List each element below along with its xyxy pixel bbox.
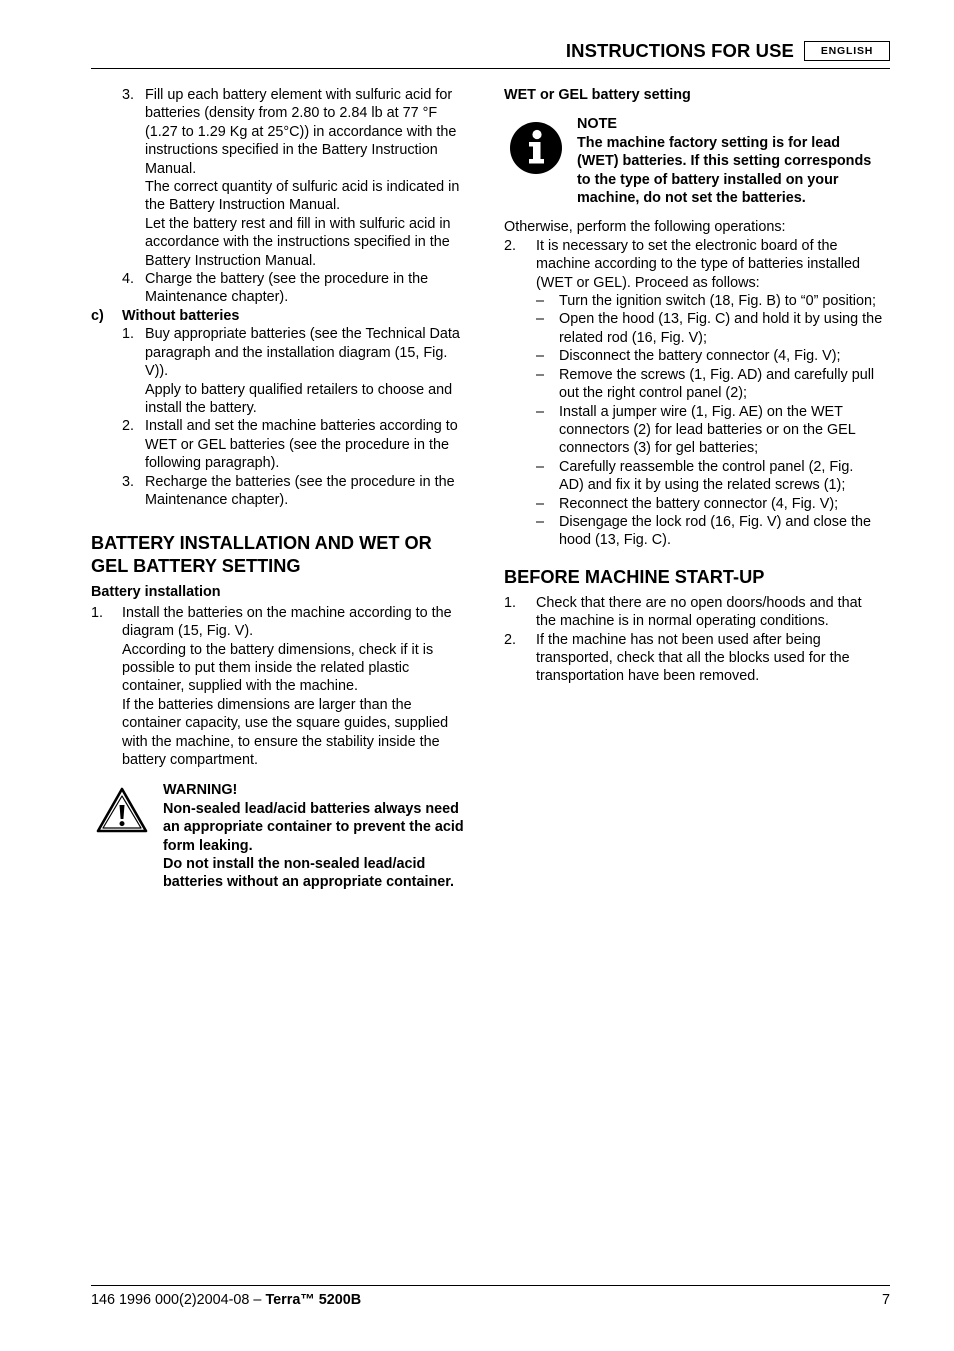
step-number: 1. (504, 594, 517, 611)
list-item (91, 325, 476, 417)
text-line: Non-sealed lead/acid batteries always need (163, 800, 459, 817)
text-line: transported, check that all the blocks used for the (536, 649, 850, 666)
text-line: The machine factory setting is for lead (577, 134, 841, 151)
text-line: Do not install the non-sealed lead/acid (163, 856, 426, 873)
language-badge: ENGLISH (804, 41, 890, 61)
text-line: AD) and fix it by using the related screws (1); (559, 477, 846, 494)
doc-code: 146 1996 000(2)2004-08 – (91, 1292, 266, 1308)
text-line: Reconnect the battery connector (4, Fig. V); (559, 495, 839, 512)
right-column (504, 86, 891, 686)
text-line: Maintenance chapter). (145, 289, 289, 306)
text-line: battery compartment. (122, 752, 258, 768)
text-line: an appropriate container to prevent the acid (163, 819, 464, 836)
dash-list-item (536, 513, 891, 550)
dash-list-item (536, 403, 891, 458)
dash-bullet: – (536, 293, 545, 310)
step-number: 1. (91, 604, 104, 621)
text-line: following paragraph). (145, 455, 280, 472)
list-item (504, 631, 891, 686)
step-text (536, 631, 891, 686)
page-number: 7 (881, 1292, 890, 1308)
step-number: 4. (122, 271, 135, 288)
note-title: NOTE (577, 116, 617, 133)
text-line: connectors (3) for gel batteries; (559, 440, 759, 457)
step-text (145, 325, 476, 417)
note-callout (504, 115, 891, 207)
left-column (91, 86, 476, 892)
text-line: If the machine has not been used after being (536, 631, 821, 648)
step-number: 2. (504, 237, 517, 254)
text-line: to the type of battery installed on your (577, 171, 839, 188)
text-line: Fill up each battery element with sulfuric acid for (145, 87, 453, 103)
page-footer (91, 1285, 890, 1309)
text-line: Turn the ignition switch (18, Fig. B) to “0” position; (559, 293, 876, 310)
text-line: Install the batteries on the machine according to the (122, 604, 452, 621)
text-line: Open the hood (13, Fig. C) and hold it by using the (559, 311, 883, 328)
text-line: instructions specified in the Battery Instruction (145, 142, 438, 159)
warning-text (163, 800, 476, 892)
text-line: Battery Instruction Manual. (145, 252, 317, 269)
text-line: container, supplied with the machine. (122, 678, 358, 695)
text-line: form leaking. (163, 837, 253, 854)
text-line: (WET) batteries. If this setting corresponds (577, 153, 872, 170)
warning-callout (91, 781, 476, 891)
step-number: 2. (504, 631, 517, 648)
text-line: Install a jumper wire (1, Fig. AE) on the WET (559, 403, 843, 420)
dash-bullet: – (536, 366, 545, 383)
text-line: batteries (density from 2.80 to 2.84 lb at 77 °F (145, 105, 438, 122)
dash-bullet: – (536, 458, 545, 475)
text-line: Maintenance chapter). (145, 491, 289, 508)
item-title: Without batteries (122, 307, 240, 324)
item-label: c) (91, 307, 104, 324)
step-4 (91, 270, 476, 307)
without-batteries-heading (91, 307, 476, 325)
step-text (536, 237, 891, 292)
text-line: accordance with the instructions specified in the (145, 234, 450, 251)
dash-bullet: – (536, 311, 545, 328)
step-text (145, 270, 476, 307)
text-line: hood (13, Fig. C). (559, 532, 671, 549)
text-line: Buy appropriate batteries (see the Technical Data (145, 326, 460, 343)
text-line: Disengage the lock rod (16, Fig. V) and close the (559, 513, 871, 530)
text-line: Apply to battery qualified retailers to choose and (145, 381, 453, 398)
dash-list-item (536, 366, 891, 403)
dash-list-item (536, 495, 891, 513)
dash-bullet: – (536, 403, 545, 420)
text-line: Recharge the batteries (see the procedure in the (145, 473, 455, 490)
step-3 (91, 86, 476, 270)
text-line: Remove the screws (1, Fig. AD) and carefully pull (559, 366, 875, 383)
warning-title: WARNING! (163, 782, 238, 799)
wet-gel-subtitle: WET or GEL battery setting (504, 87, 691, 103)
text-line: It is necessary to set the electronic board of the (536, 237, 838, 254)
step-number: 3. (122, 473, 135, 490)
without-batteries-list (91, 325, 476, 509)
battery-installation-subtitle: Battery installation (91, 584, 221, 601)
text-line: Install and set the machine batteries according to (145, 418, 458, 435)
start-up-list (504, 594, 891, 686)
dash-bullet: – (536, 495, 545, 512)
text-line: Let the battery rest and fill in with sulfuric acid in (145, 215, 451, 232)
text-line: V)). (145, 363, 169, 380)
text-line: Check that there are no open doors/hoods and that (536, 594, 862, 611)
dash-bullet: – (536, 348, 545, 365)
dash-list-item (536, 458, 891, 495)
product-name: Terra™ 5200B (265, 1292, 362, 1308)
text-line: Disconnect the battery connector (4, Fig. V); (559, 348, 841, 365)
step-text (145, 473, 476, 510)
text-line: install the battery. (145, 399, 257, 416)
step-number: 2. (122, 418, 135, 435)
text-line: container capacity, use the square guides, supplied (122, 715, 449, 732)
dash-list (504, 292, 891, 550)
text-line: diagram (15, Fig. V). (122, 623, 254, 640)
text-line: According to the battery dimensions, check if it is (122, 641, 434, 658)
text-line: (WET or GEL). Proceed as follows: (536, 274, 760, 291)
step-text (145, 86, 476, 270)
step-text (536, 594, 891, 631)
text-line: connectors (2) for lead batteries or on the GEL (559, 421, 856, 438)
text-line: transportation have been removed. (536, 668, 760, 685)
list-item (504, 594, 891, 631)
text-line: paragraph and the installation diagram (15, Fig. (145, 344, 448, 361)
text-line: machine, do not set the batteries. (577, 190, 806, 207)
install-step-1 (91, 604, 476, 770)
text-line: Carefully reassemble the control panel (2, Fig. (559, 458, 854, 475)
dash-list-item (536, 310, 891, 347)
text-line: out the right control panel (2); (559, 385, 747, 402)
text-line: possible to put them inside the related plastic (122, 659, 410, 676)
text-line: Charge the battery (see the procedure in the (145, 271, 429, 288)
text-line: WET or GEL batteries (see the procedure in the (145, 436, 449, 453)
section-title-start-up: BEFORE MACHINE START-UP (504, 566, 765, 587)
setting-step-2 (504, 237, 891, 292)
page-header (91, 38, 890, 69)
step-text (122, 604, 476, 770)
warning-triangle-icon (95, 786, 149, 839)
text-line: If the batteries dimensions are larger than the (122, 696, 412, 713)
text-line: (1.27 to 1.29 Kg at 25°C)) in accordance with the (145, 123, 457, 140)
info-icon (509, 121, 563, 180)
otherwise-text: Otherwise, perform the following operations: (504, 219, 786, 236)
section-title-battery-installation: BATTERY INSTALLATION AND WET OR GEL BATTERY SETTING (91, 533, 432, 577)
step-text (145, 417, 476, 472)
step-number: 3. (122, 87, 135, 103)
text-line: the Battery Instruction Manual. (145, 197, 341, 214)
header-title: INSTRUCTIONS FOR USE (565, 40, 794, 61)
text-line: the machine is in normal operating conditions. (536, 613, 829, 630)
list-item (91, 473, 476, 510)
text-line: batteries without an appropriate container. (163, 874, 455, 891)
dash-list-item (536, 292, 891, 310)
text-line: Manual. (145, 160, 197, 177)
note-text (577, 134, 891, 208)
dash-list-item (536, 347, 891, 365)
list-item (91, 417, 476, 472)
text-line: related rod (16, Fig. V); (559, 329, 707, 346)
text-line: machine according to the type of batteries installed (536, 256, 860, 273)
text-line: with the machine, to ensure the stability inside the (122, 733, 440, 750)
step-number: 1. (122, 326, 135, 343)
text-line: The correct quantity of sulfuric acid is indicated in (145, 179, 460, 196)
dash-bullet: – (536, 513, 545, 530)
